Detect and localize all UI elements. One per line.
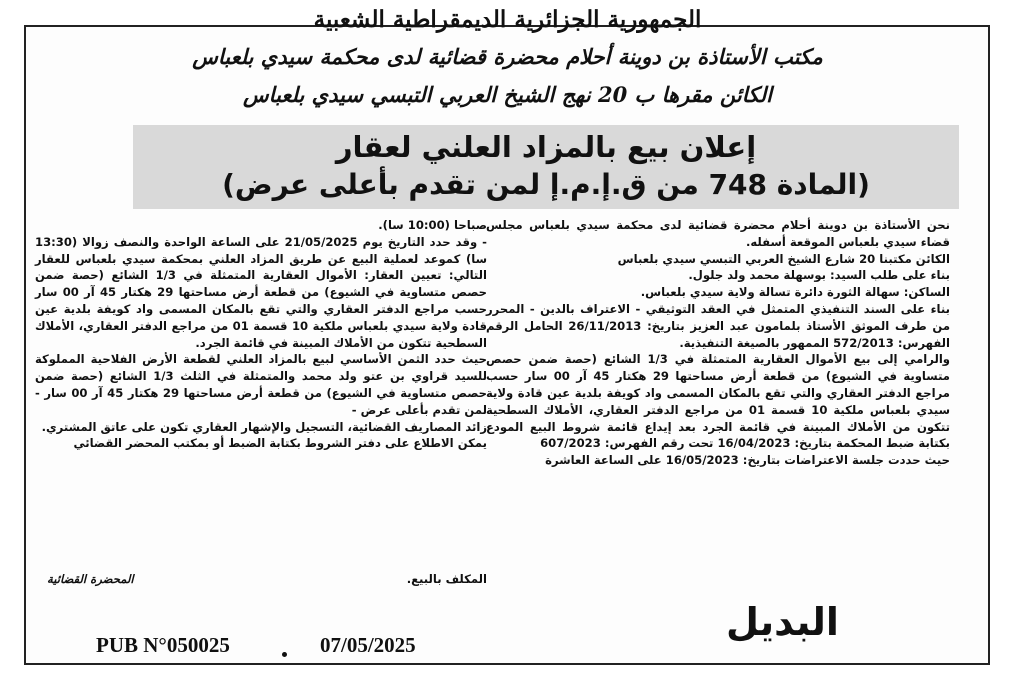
- office-address: الكائن مقرها ب 20 نهج الشيخ العربي التبسي سيدي بلعباس: [243, 82, 772, 107]
- office-header: مكتب الأستاذة بن دوينة أحلام محضرة قضائية لدى محكمة سيدي بلعباس: [192, 44, 823, 69]
- paragraph: بناء على السند التنفيذي المتمثل في العقد التوثيقي - الاعتراف بالدين - المحرر من طرف الموثق الأستاذ بلمامون عبد العزيز بتاريخ: 26/11/2013 الحامل الرقم الفهرس: 572/2013 الممهور بالصيغة التنفيذية.: [486, 301, 951, 350]
- newspaper-name: البديل: [726, 600, 839, 644]
- signature-row: [35, 572, 487, 592]
- paragraph: بناء على طلب السيد: بوسهلة محمد ولد جلول.: [688, 268, 950, 283]
- paragraph: حيث حدد الثمن الأساسي لبيع بالمزاد العلني لقطعة الأرض الفلاحية المملوكة للسيد قراوي بن عتو ولد محمد والمتمثلة في الثلث 1/3 الشائع (حصة ضمن حصص متساوية في الشيوع) من قطعة أرض مساحتها 29 هكتار 45 آر 00 سار - لمن تقدم بأعلى عرض -: [35, 352, 487, 417]
- publication-number: PUB N°050025: [96, 633, 230, 657]
- paragraph: حيث حددت جلسة الاعتراضات بتاريخ: 16/05/2023 على الساعة العاشرة: [545, 453, 950, 468]
- right-column: [486, 217, 950, 469]
- paragraph: الساكن: سهالة الثورة دائرة تسالة ولاية سيدي بلعباس.: [640, 285, 950, 300]
- paragraph: والرامي إلى بيع الأموال العقارية المتمثلة في 1/3 الشائع (حصة ضمن حصص متساوية في الشيوع) من قطعة أرض مساحتها 29 هكتار 45 آر 00 سار حسب مراجع الدفتر العقاري والتي تقع بالمكان المسمى واد كويفة بلدية عين قادة ولاية سيدي بلعباس ملكية 10 قسمة 01 من مراجع الدفتر العقاري، الأملاك السطحية تتكون من الأملاك المبينة في قائمة الجرد بعد إيداع قائمة شروط البيع المودع بكتابة ضبط المحكمة بتاريخ: 16/04/2023 تحت رقم الفهرس: 607/2023: [486, 352, 951, 451]
- paragraph: يمكن الاطلاع على دفتر الشروط بكتابة الضبط أو بمكتب المحضر القضائي: [73, 436, 487, 451]
- separator-dot: [282, 652, 287, 657]
- republic-header: الجمهورية الجزائرية الديمقراطية الشعبية: [313, 6, 702, 33]
- left-column: [35, 217, 487, 452]
- signature-name: المحضرة القضائية: [47, 572, 134, 586]
- signature-label: المكلف بالبيع.: [406, 572, 487, 586]
- publication-date: 07/05/2025: [320, 633, 416, 657]
- paragraph: الكائن مكتبنا 20 شارع الشيخ العربي التبسي سيدي بلعباس: [617, 251, 950, 266]
- notice-title: إعلان بيع بالمزاد العلني لعقار: [335, 130, 757, 164]
- paragraph: - وقد حدد التاريخ يوم 21/05/2025 على الساعة الواحدة والنصف زوالا (13:30 سا) كموعد لعملية البيع عن طريق المزاد العلني بمحكمة سيدي بلعباس للعقار التالي: تعيين العقار: الأموال العقارية المتمثلة في 1/3 الشائع (حصة ضمن حصص متساوية في الشيوع) من قطعة أرض مساحتها 29 هكتار 45 آر 00 سار حسب مراجع الدفتر العقاري والتي تقع بالمكان المسمى واد كويفة بلدية عين قادة ولاية سيدي بلعباس ملكية 10 قسمة 01 من مراجع الدفتر العقاري، الأملاك السطحية تتكون من الأملاك المبينة في قائمة الجرد.: [35, 234, 488, 350]
- notice-subtitle: (المادة 748 من ق.إ.م.إ لمن تقدم بأعلى عرض): [222, 168, 870, 201]
- paragraph: صباحا (10:00 سا).: [378, 218, 487, 232]
- paragraph: نحن الأستاذة بن دوينة أحلام محضرة قضائية لدى محكمة سيدي بلعباس مجلس قضاء سيدي بلعباس الموقعة أسفله.: [486, 218, 950, 249]
- paragraph: زائد المصاريف القضائية، التسجيل والإشهار العقاري تكون على عاتق المشتري.: [41, 419, 487, 434]
